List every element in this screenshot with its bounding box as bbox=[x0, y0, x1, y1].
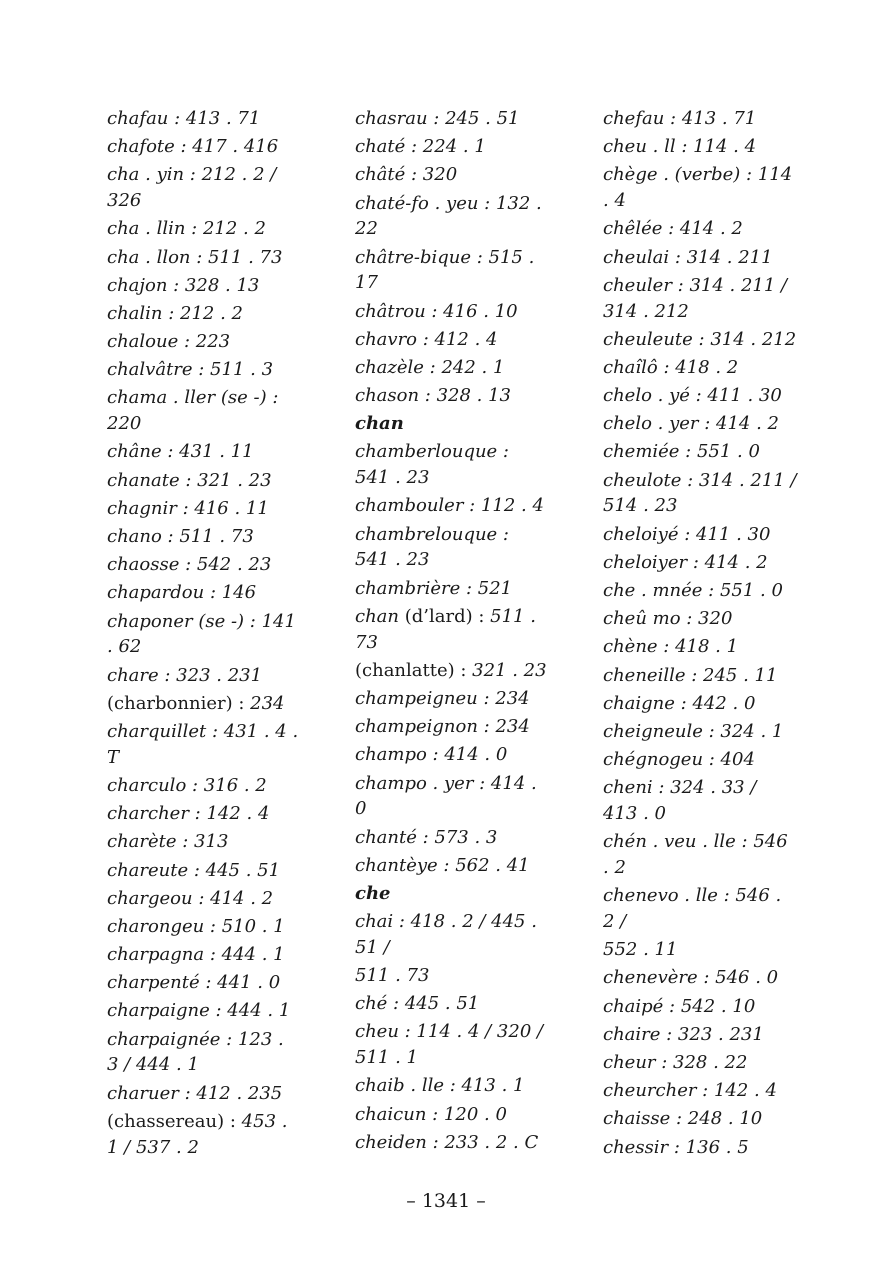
index-entry bbox=[107, 691, 301, 717]
index-entry: charongeu : 510 . 1 bbox=[107, 915, 285, 937]
index-entry: cha . llon : 511 . 73 bbox=[107, 246, 283, 268]
entry-reference: 321 . 23 bbox=[466, 659, 547, 681]
index-entry: chaté-fo . yeu : 132 . 22 bbox=[355, 192, 542, 240]
index-entry: charpaignée : 123 . 3 / 444 . 1 bbox=[107, 1028, 284, 1076]
index-entry: chambrelouque : 541 . 23 bbox=[355, 523, 509, 571]
index-entry: chaib . lle : 413 . 1 bbox=[355, 1075, 525, 1097]
index-entry: chason : 328 . 13 bbox=[355, 385, 512, 407]
entry-reference: 511 . 73 bbox=[355, 605, 536, 653]
index-entry: cheû mo : 320 bbox=[603, 608, 733, 630]
index-entry: chajon : 328 . 13 bbox=[107, 274, 260, 296]
index-entry: cheuler : 314 . 211 / 314 . 212 bbox=[603, 274, 788, 322]
index-entry: champeigneu : 234 bbox=[355, 687, 530, 709]
entry-reference: 234 bbox=[244, 692, 285, 714]
section-heading: chan bbox=[355, 413, 404, 435]
index-entry: chai : 418 . 2 / 445 . 51 / bbox=[355, 911, 537, 958]
index-entry: cheu . ll : 114 . 4 bbox=[603, 136, 757, 158]
index-entry: chenevo . lle : 546 . 2 / bbox=[603, 885, 782, 933]
index-entry: chaigne : 442 . 0 bbox=[603, 692, 756, 714]
index-entry: chargeou : 414 . 2 bbox=[107, 887, 274, 909]
index-entry: chelo . yer : 414 . 2 bbox=[603, 413, 779, 435]
index-entry: cheni : 324 . 33 / 413 . 0 bbox=[603, 777, 757, 825]
index-entry: charpaigne : 444 . 1 bbox=[107, 1000, 291, 1022]
index-entry: chavro : 412 . 4 bbox=[355, 328, 498, 350]
index-entry: chagnir : 416 . 11 bbox=[107, 497, 269, 519]
index-entry: charquillet : 431 . 4 . T bbox=[107, 720, 299, 768]
index-column-2 bbox=[355, 106, 549, 1163]
entry-term: (charbonnier) : bbox=[107, 692, 245, 714]
index-entry: cheur : 328 . 22 bbox=[603, 1052, 748, 1074]
index-entry: 511 . 73 bbox=[355, 965, 430, 987]
index-entry: chazèle : 242 . 1 bbox=[355, 356, 505, 378]
index-entry: chaloue : 223 bbox=[107, 331, 231, 353]
index-entry: cheu : 114 . 4 / 320 / 511 . 1 bbox=[355, 1021, 544, 1069]
index-entry: cheuleute : 314 . 212 bbox=[603, 328, 797, 350]
index-entry: chare : 323 . 231 bbox=[107, 664, 263, 686]
index-entry: châne : 431 . 11 bbox=[107, 441, 254, 463]
index-entry: chégnogeu : 404 bbox=[603, 749, 755, 771]
index-entry: champo : 414 . 0 bbox=[355, 744, 508, 766]
entry-term: chan bbox=[355, 605, 399, 627]
index-entry: chaosse : 542 . 23 bbox=[107, 554, 272, 576]
index-entry: chelo . yé : 411 . 30 bbox=[603, 385, 782, 407]
index-entry: chamberlouque : 541 . 23 bbox=[355, 441, 509, 489]
index-entry: cheurcher : 142 . 4 bbox=[603, 1080, 777, 1102]
index-entry: cheneille : 245 . 11 bbox=[603, 664, 778, 686]
index-column-3 bbox=[603, 106, 797, 1163]
index-entry: chambouler : 112 . 4 bbox=[355, 495, 544, 517]
index-entry: chantèye : 562 . 41 bbox=[355, 854, 530, 876]
index-entry: cheigneule : 324 . 1 bbox=[603, 720, 784, 742]
index-entry: cheulote : 314 . 211 / 514 . 23 bbox=[603, 469, 797, 517]
index-entry: 552 . 11 bbox=[603, 939, 678, 961]
index-entry: cheloiyer : 414 . 2 bbox=[603, 551, 768, 573]
index-entry: chafote : 417 . 416 bbox=[107, 136, 279, 158]
index-entry: cha . llin : 212 . 2 bbox=[107, 218, 266, 240]
index-entry: champeignon : 234 bbox=[355, 716, 530, 738]
index-entry: chapardou : 146 bbox=[107, 582, 257, 604]
index-entry: chaisse : 248 . 10 bbox=[603, 1108, 763, 1130]
index-columns bbox=[107, 106, 797, 1163]
page-number: – 1341 – bbox=[406, 1190, 486, 1212]
index-entry: chambrière : 521 bbox=[355, 577, 513, 599]
index-entry: che . mnée : 551 . 0 bbox=[603, 580, 783, 602]
entry-term: (chanlatte) : bbox=[355, 659, 467, 681]
index-entry: chaté : 224 . 1 bbox=[355, 136, 486, 158]
index-entry: champo . yer : 414 . 0 bbox=[355, 772, 537, 820]
index-entry: chessir : 136 . 5 bbox=[603, 1136, 749, 1158]
index-entry: charuer : 412 . 235 bbox=[107, 1082, 283, 1104]
index-entry: charculo : 316 . 2 bbox=[107, 774, 267, 796]
index-entry: chaponer (se -) : 141 . 62 bbox=[107, 610, 296, 658]
index-entry: cheiden : 233 . 2 . C bbox=[355, 1131, 539, 1153]
index-entry: chaicun : 120 . 0 bbox=[355, 1103, 507, 1125]
section-heading: che bbox=[355, 882, 391, 904]
index-entry: chasrau : 245 . 51 bbox=[355, 108, 520, 129]
index-entry: chafau : 413 . 71 bbox=[107, 108, 261, 129]
index-entry bbox=[355, 658, 549, 684]
index-entry: chén . veu . lle : 546 . 2 bbox=[603, 831, 788, 879]
index-entry: chaire : 323 . 231 bbox=[603, 1023, 764, 1045]
index-entry: chène : 418 . 1 bbox=[603, 636, 739, 658]
index-entry: cha . yin : 212 . 2 / 326 bbox=[107, 164, 277, 212]
entry-gloss: (d’lard) : bbox=[399, 605, 491, 627]
index-entry: chenevère : 546 . 0 bbox=[603, 967, 779, 989]
index-entry: chareute : 445 . 51 bbox=[107, 859, 281, 881]
index-entry: châté : 320 bbox=[355, 164, 458, 186]
entry-reference: 453 . 1 / 537 . 2 bbox=[107, 1110, 288, 1158]
index-entry: charpenté : 441 . 0 bbox=[107, 972, 281, 994]
entry-term: (chassereau) : bbox=[107, 1110, 236, 1132]
index-entry bbox=[355, 604, 549, 656]
index-entry: chanté : 573 . 3 bbox=[355, 826, 498, 848]
index-entry: cheulai : 314 . 211 bbox=[603, 246, 773, 268]
index-entry: chalin : 212 . 2 bbox=[107, 302, 243, 324]
index-entry: chalvâtre : 511 . 3 bbox=[107, 359, 274, 381]
index-entry: chaipé : 542 . 10 bbox=[603, 995, 756, 1017]
index-entry: chanate : 321 . 23 bbox=[107, 469, 272, 491]
index-entry bbox=[107, 1109, 301, 1161]
index-entry: chêlée : 414 . 2 bbox=[603, 218, 743, 240]
index-entry: châtre-bique : 515 . 17 bbox=[355, 246, 535, 294]
index-entry: châtrou : 416 . 10 bbox=[355, 300, 518, 322]
index-entry: chaîlô : 418 . 2 bbox=[603, 356, 739, 378]
index-entry: cheloiyé : 411 . 30 bbox=[603, 523, 771, 545]
index-entry: chama . ller (se -) : 220 bbox=[107, 387, 279, 435]
index-entry: charpagna : 444 . 1 bbox=[107, 944, 285, 966]
index-entry: charète : 313 bbox=[107, 831, 229, 853]
index-entry: chano : 511 . 73 bbox=[107, 526, 254, 548]
index-entry: chemiée : 551 . 0 bbox=[603, 441, 760, 463]
index-column-1 bbox=[107, 106, 301, 1163]
index-entry: chège . (verbe) : 114 . 4 bbox=[603, 164, 793, 212]
index-entry: charcher : 142 . 4 bbox=[107, 803, 270, 825]
index-entry: chefau : 413 . 71 bbox=[603, 108, 757, 129]
index-entry: ché : 445 . 51 bbox=[355, 993, 480, 1015]
